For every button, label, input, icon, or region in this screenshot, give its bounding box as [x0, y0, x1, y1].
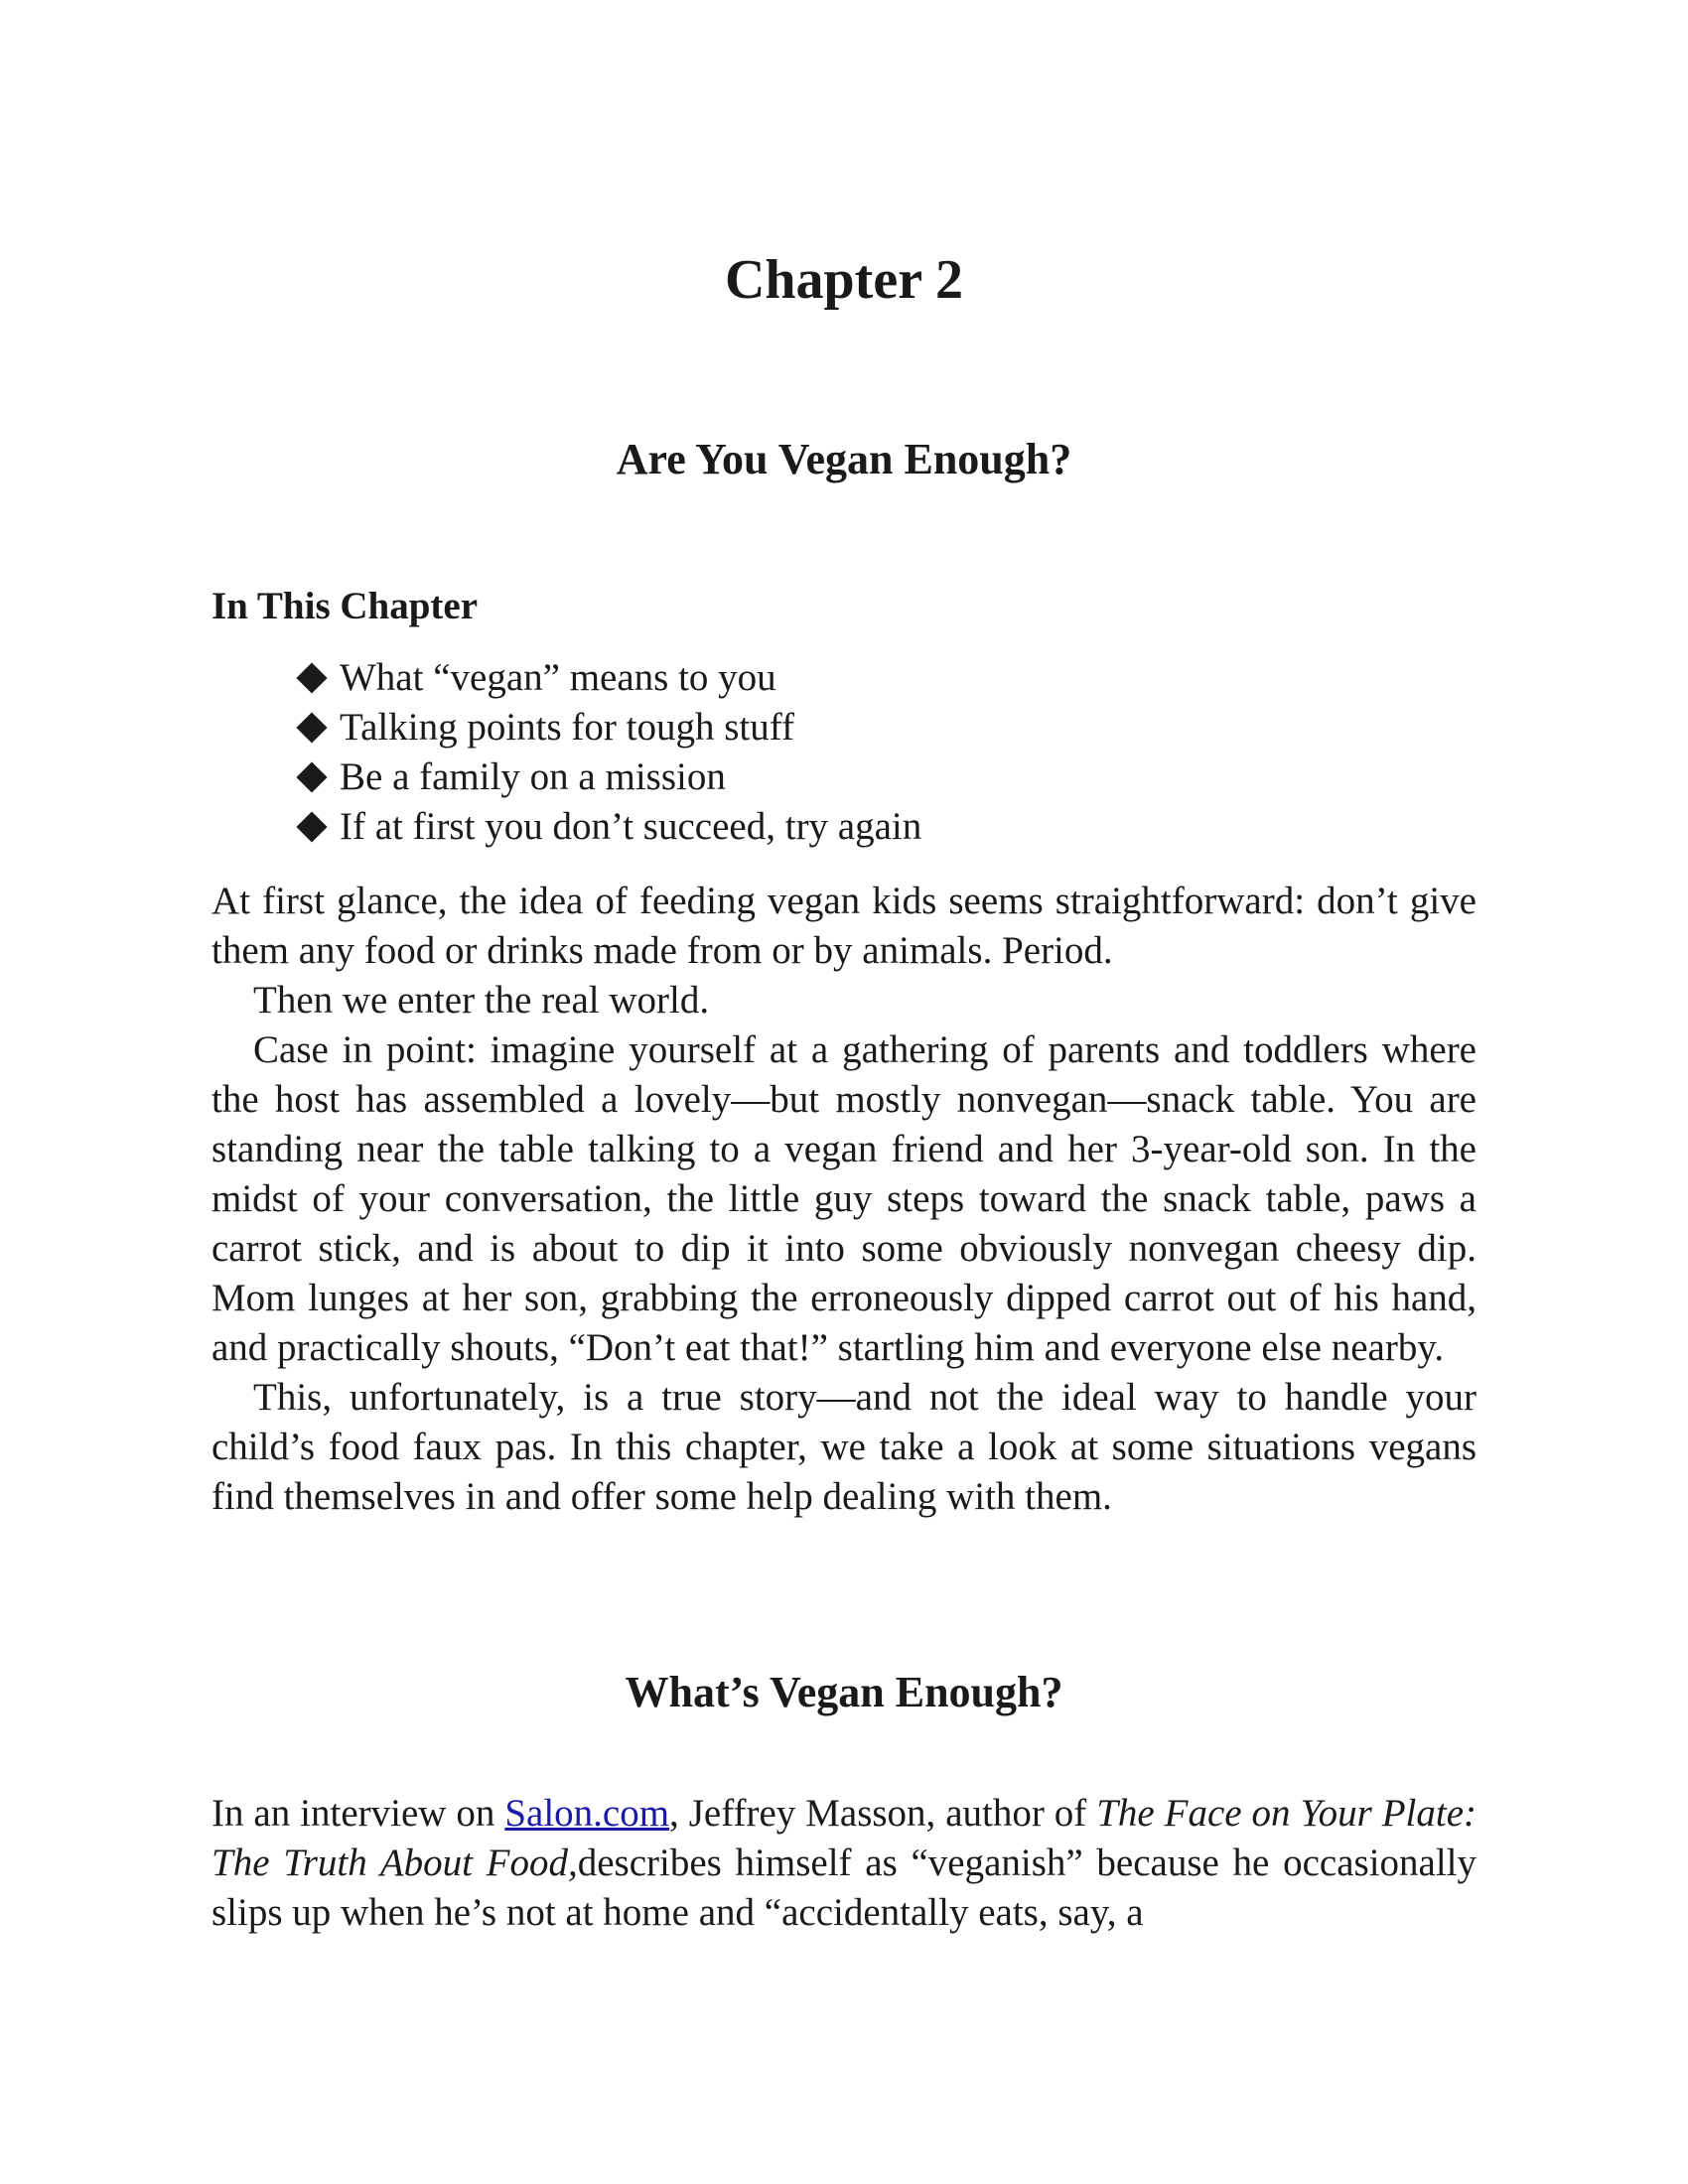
diamond-bullet-icon: [296, 761, 327, 792]
diamond-bullet-icon: [296, 712, 327, 743]
intro-paragraph-3: Case in point: imagine yourself at a gathering of parents and toddlers where the host has assembled a lovely—but mostly nonvegan—snack table. You are standing near the table talking to a vegan friend and her 3-year-old son. In the midst of your conversation, the little guy steps toward the snack table, paws a carrot stick, and is about to dip it into some obviously nonvegan cheesy dip. Mom lunges at her son, grabbing the erroneously dipped carrot out of his hand, and practically shouts, “Don’t eat that!” startling him and everyone else nearby.: [211, 1028, 1477, 1369]
chapter-number: Chapter 2: [724, 249, 964, 311]
intro-paragraph-4: This, unfortunately, is a true story—and not the ideal way to handle your child’s food faux pas. In this chapter, we take a look at some situations vegans find themselves in and offer some help dealing with them.: [211, 1376, 1477, 1518]
list-item-text: If at first you don’t succeed, try again: [340, 805, 922, 848]
text-segment: In an interview on: [211, 1792, 505, 1835]
diamond-bullet-icon: [296, 811, 327, 842]
intro-paragraph-1: At first glance, the idea of feeding vegan kids seems straightforward: don’t give them any food or drinks made from or by animals. Period.: [211, 880, 1477, 972]
list-item: [296, 653, 921, 703]
section-text: [211, 1789, 1477, 1938]
list-item-text: Talking points for tough stuff: [340, 706, 795, 749]
list-item: [296, 802, 921, 852]
section-title: What’s Vegan Enough?: [625, 1668, 1063, 1716]
list-item-text: What “vegan” means to you: [340, 656, 776, 699]
list-item-text: Be a family on a mission: [340, 755, 726, 798]
chapter-title: Are You Vegan Enough?: [616, 435, 1072, 483]
book-title: The Face on Your Plate: The Truth About Food,: [211, 1792, 1477, 1884]
text-segment: , Jeffrey Masson, author of: [669, 1792, 1097, 1835]
in-this-chapter-list: [296, 653, 921, 852]
in-this-chapter-heading: In This Chapter: [211, 585, 479, 627]
text-segment: describes himself as “veganish” because he occasionally slips up when he’s not at home and “accidentally eats, say, a: [211, 1842, 1477, 1934]
list-item: [296, 703, 921, 752]
section-paragraph-1: [211, 1789, 1477, 1938]
intro-text: [211, 877, 1477, 1522]
document-page: [211, 0, 1477, 2184]
intro-paragraph-2: Then we enter the real world.: [253, 979, 710, 1022]
diamond-bullet-icon: [296, 662, 327, 693]
list-item: [296, 752, 921, 802]
salon-link[interactable]: Salon.com: [504, 1792, 670, 1835]
